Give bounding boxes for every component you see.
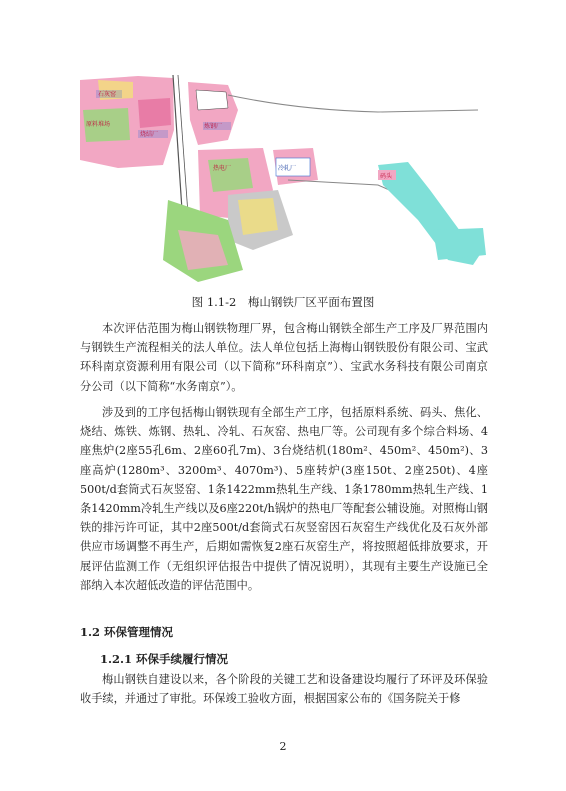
- plant-layout-map-image: [78, 70, 488, 285]
- subsection-heading-env-procedures: 1.2.1 环保手续履行情况: [100, 652, 229, 666]
- map-label-lime-kiln: 石灰窑: [98, 91, 117, 98]
- section-heading-env-management: 1.2 环保管理情况: [80, 625, 174, 639]
- map-label-stockyard: 原料堆场: [86, 121, 111, 128]
- paragraph-procedures: 梅山钢铁自建设以来，各个阶段的关键工艺和设备建设均履行了环评及环保验收手续，并通过了审批。环保竣工验收方面，根据国家公布的《国务院关于修: [80, 673, 488, 706]
- map-label-sinter: 烧结厂: [140, 131, 159, 138]
- page-number: 2: [279, 740, 287, 753]
- map-label-dock: 码头: [380, 173, 393, 180]
- map-label-power: 热电厂: [213, 165, 232, 172]
- map-label-steelmaking: 炼钢厂: [204, 123, 223, 130]
- figure-caption: 图 1.1-2 梅山钢铁厂区平面布置图: [191, 295, 375, 309]
- paragraph-scope: 本次评估范围为梅山钢铁物理厂界，包含梅山钢铁全部生产工序及厂界范围内与钢铁生产流程相关的法人单位。法人单位包括上海梅山钢铁股份有限公司、宝武环科南京资源利用有限公司（以下简称“环科南京”）、宝武水务科技有限公司南京分公司（以下简称“水务南京”）。: [80, 322, 488, 393]
- paragraph-processes: 涉及到的工序包括梅山钢铁现有全部生产工序，包括原料系统、码头、焦化、烧结、炼铁、炼钢、热轧、冷轧、石灰窑、热电厂等。公司现有多个综合料场、4座焦炉(2座55孔6m、2座60孔7m)、3台烧结机(180m²、450m²、450m²)、3座高炉(1280m³、3200m³、4070m³)、5座转炉(3座150t、2座250t)、4座500t/d套筒式石灰竖窑、1条1422mm热轧生产线、1条1780mm热轧生产线、1条1420mm冷轧生产线以及6座220t/h锅炉的热电厂等配套公辅设施。对照梅山钢铁的排污许可证，其中2座500t/d套筒式石灰竖窑因石灰窑生产线优化及石灰外部供应市场调整不再生产，后期如需恢复2座石灰窑生产，将按照超低排放要求，开展评估监测工作（无组织评估报告中提供了情况说明），其现有主要生产设施已全部纳入本次超低改造的评估范围中。: [80, 406, 488, 592]
- map-label-cold-rolling: 冷轧厂: [278, 165, 297, 172]
- plant-layout-map: [78, 70, 488, 285]
